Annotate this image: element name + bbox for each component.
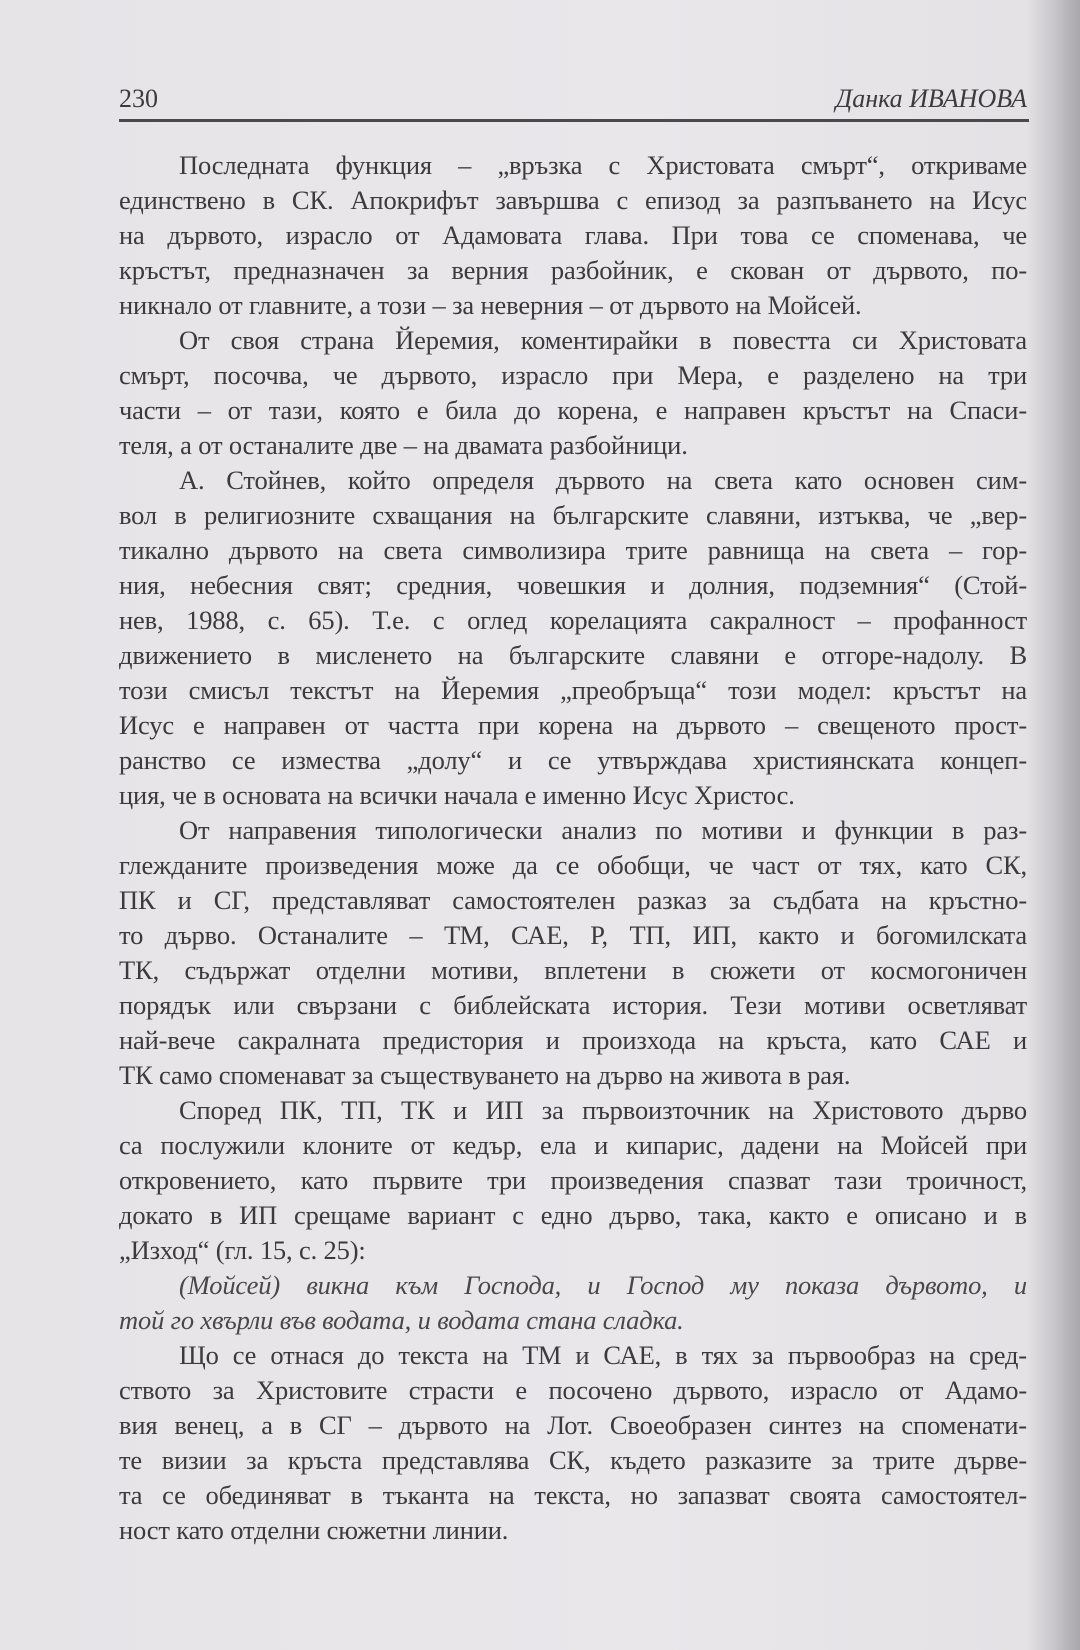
paragraph bbox=[119, 1093, 1027, 1268]
text-line: са послужили клоните от кедър, ела и кипарис, дадени на Мойсей при bbox=[119, 1130, 1027, 1160]
text-line: От своя страна Йеремия, коментирайки в повестта си Христовата bbox=[179, 325, 1027, 355]
block-quote bbox=[119, 1268, 1027, 1338]
text-line: ПК и СГ, представляват самостоятелен разказ за съдбата на кръстно- bbox=[119, 885, 1027, 915]
text-line: Що се отнася до текста на ТМ и САЕ, в тях за първообраз на сред- bbox=[179, 1340, 1027, 1370]
text-line: докато в ИП срещаме вариант с едно дърво, така, както е описано и в bbox=[119, 1200, 1027, 1230]
text-line: ност като отделни сюжетни линии. bbox=[119, 1515, 509, 1545]
text-line: ния, небесния свят; средния, човешкия и долния, подземния“ (Стой- bbox=[119, 570, 1027, 600]
text-line: ТК само споменават за съществуването на дърво на живота в рая. bbox=[119, 1060, 851, 1090]
author-name: Данка ИВАНОВА bbox=[835, 84, 1027, 113]
text-line: От направения типологически анализ по мотиви и функции в раз- bbox=[179, 815, 1027, 845]
body-text bbox=[119, 148, 1027, 1548]
text-line: тикално дървото на света символизира трите равнища на света – гор- bbox=[119, 535, 1027, 565]
text-line: движението в мисленето на българските славяни е отгоре-надолу. В bbox=[119, 640, 1027, 670]
text-line: ция, че в основата на всички начала е именно Исус Христос. bbox=[119, 780, 795, 810]
paragraph bbox=[119, 323, 1027, 463]
text-line: той го хвърли във водата, и водата стана сладка. bbox=[119, 1305, 684, 1335]
text-line: Според ПК, ТП, ТК и ИП за първоизточник на Христовото дърво bbox=[179, 1095, 1027, 1125]
text-line: то дърво. Останалите – ТМ, САЕ, Р, ТП, ИП, както и богомилската bbox=[119, 920, 1027, 950]
text-line: ството за Христовите страсти е посочено дървото, израсло от Адамо- bbox=[119, 1375, 1027, 1405]
text-line: ранство се измества „долу“ и се утвърждава християнската концеп- bbox=[119, 745, 1027, 775]
text-line: вия венец, а в СГ – дървото на Лот. Своеобразен синтез на споменати- bbox=[119, 1410, 1027, 1440]
text-line: най-вече сакралната предистория и произхода на кръста, като САЕ и bbox=[119, 1025, 1027, 1055]
text-line: този смисъл текстът на Йеремия „преобръща“ този модел: кръстът на bbox=[119, 675, 1027, 705]
text-line: А. Стойнев, който определя дървото на света като основен сим- bbox=[179, 465, 1027, 495]
text-line: глежданите произведения може да се обобщи, че част от тях, като СК, bbox=[119, 850, 1027, 880]
text-line: теля, а от останалите две – на двамата разбойници. bbox=[119, 430, 688, 460]
text-line: вол в религиозните схващания на българските славяни, изтъква, че „вер- bbox=[119, 500, 1027, 530]
text-line: на дървото, израсло от Адамовата глава. При това се споменава, че bbox=[119, 220, 1027, 250]
text-line: (Мойсей) викна към Господа, и Господ му показа дървото, и bbox=[179, 1270, 1027, 1300]
header-rule bbox=[119, 119, 1029, 122]
text-line: та се обединяват в тъканта на текста, но запазват своята самостоятел- bbox=[119, 1480, 1027, 1510]
text-line: единствено в СК. Апокрифът завършва с епизод за разпъването на Исус bbox=[119, 185, 1027, 215]
paragraph bbox=[119, 463, 1027, 813]
page-number: 230 bbox=[119, 84, 158, 113]
text-line: никнало от главните, а този – за неверния – от дървото на Мойсей. bbox=[119, 290, 862, 320]
text-line: порядък или свързани с библейската история. Тези мотиви осветляват bbox=[119, 990, 1027, 1020]
text-line: Исус е направен от частта при корена на дървото – свещеното прост- bbox=[119, 710, 1027, 740]
paragraph bbox=[119, 813, 1027, 1093]
text-line: кръстът, предназначен за верния разбойник, е скован от дървото, по- bbox=[119, 255, 1027, 285]
paragraph bbox=[119, 1338, 1027, 1548]
text-line: Последната функция – „връзка с Христовата смърт“, откриваме bbox=[179, 150, 1027, 180]
text-line: „Изход“ (гл. 15, с. 25): bbox=[119, 1235, 366, 1265]
text-line: откровението, като първите три произведения спазват тази троичност, bbox=[119, 1165, 1027, 1195]
text-line: ТК, съдържат отделни мотиви, вплетени в сюжети от космогоничен bbox=[119, 955, 1027, 985]
running-header bbox=[119, 84, 1027, 118]
text-line: смърт, посочва, че дървото, израсло при Мера, е разделено на три bbox=[119, 360, 1027, 390]
text-line: нев, 1988, с. 65). Т.е. с оглед корелацията сакралност – профанност bbox=[119, 605, 1027, 635]
paragraph bbox=[119, 148, 1027, 323]
text-line: части – от тази, която е била до корена, е направен кръстът на Спаси- bbox=[119, 395, 1027, 425]
text-line: те визии за кръста представлява СК, където разказите за трите дърве- bbox=[119, 1445, 1027, 1475]
